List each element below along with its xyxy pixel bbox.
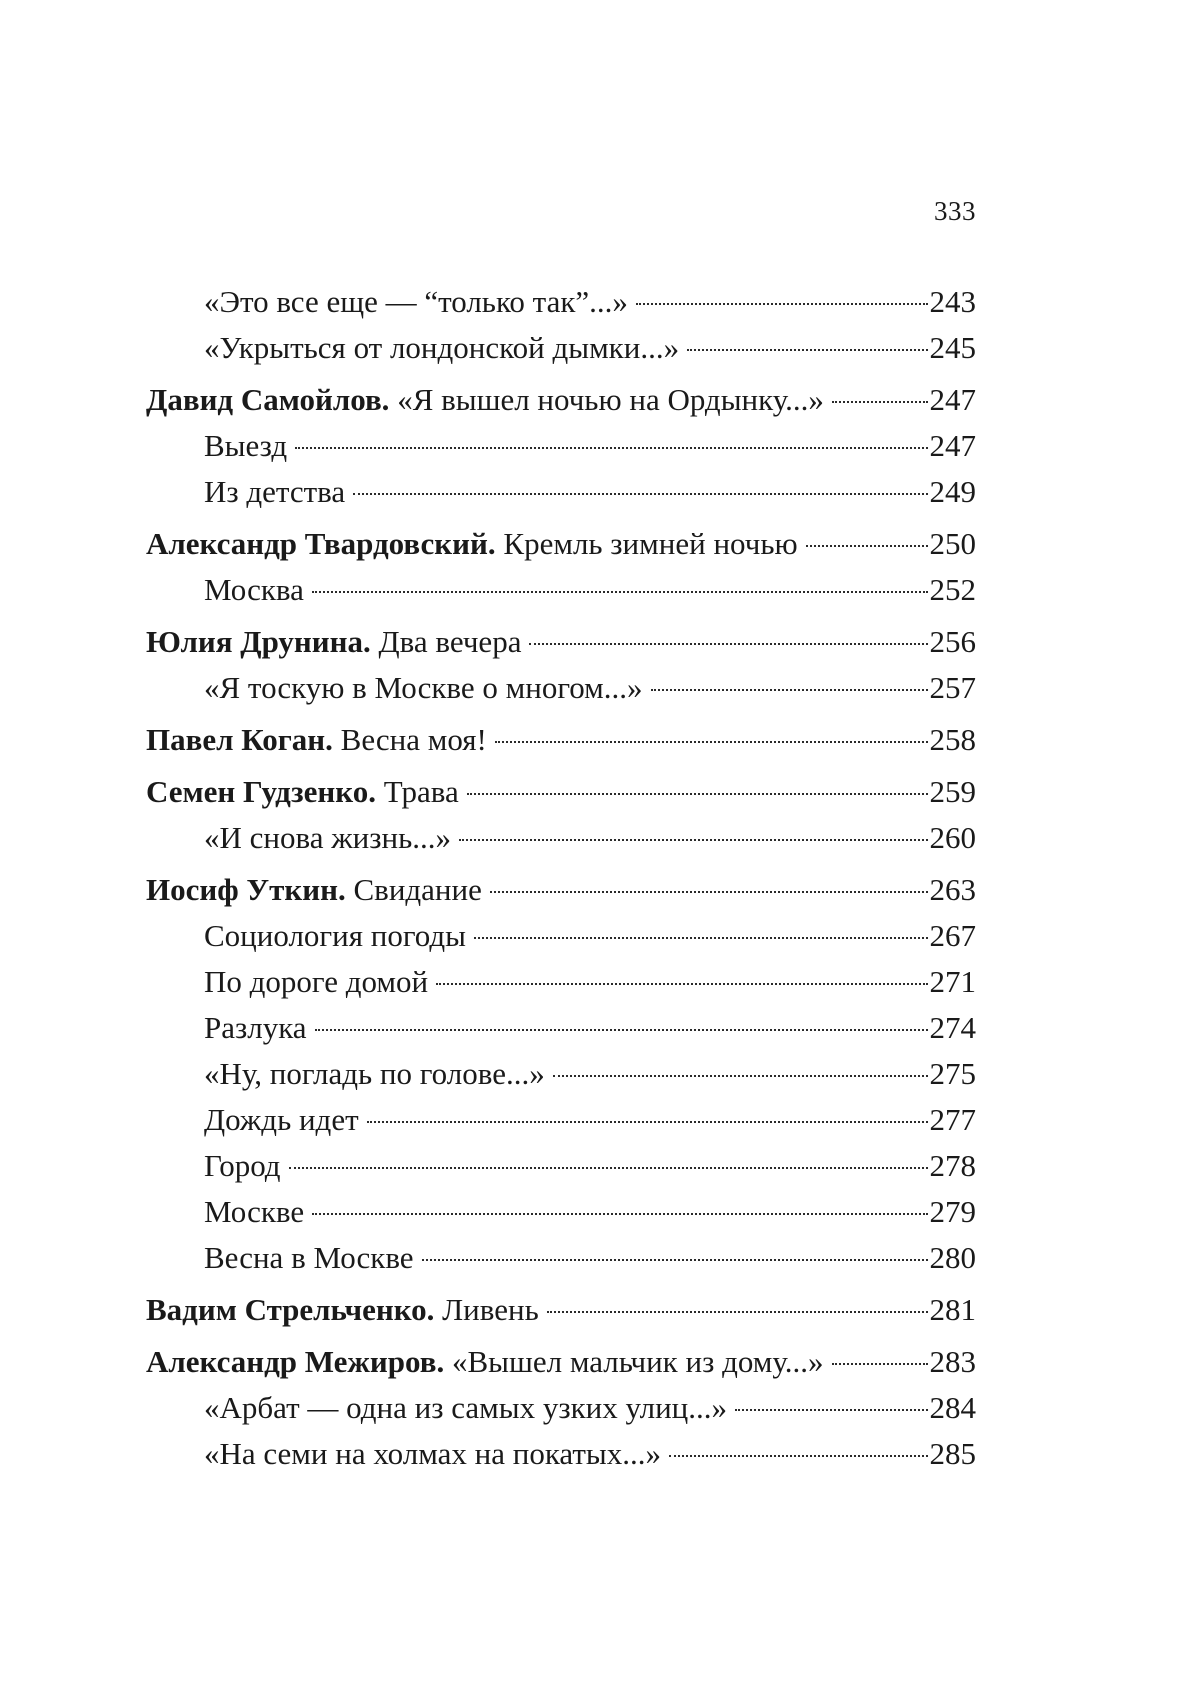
toc-title: Из детства: [204, 474, 346, 509]
toc-entry-text: [204, 1242, 414, 1273]
toc-page-ref: 281: [929, 1292, 976, 1327]
toc-entry[interactable]: [146, 1058, 976, 1104]
toc-entry-text: [204, 574, 304, 605]
dot-leader: [490, 891, 928, 893]
toc-page-ref: 284: [929, 1390, 976, 1425]
dot-leader: [687, 349, 927, 351]
toc-entry-text: [204, 1104, 359, 1135]
toc-page-ref: 280: [929, 1240, 976, 1275]
toc-entry[interactable]: [146, 920, 976, 966]
toc-title: Москва: [204, 572, 304, 607]
dot-leader: [315, 1029, 928, 1031]
toc-page-ref: 271: [929, 964, 976, 999]
toc-entry[interactable]: [146, 1242, 976, 1288]
dot-leader: [422, 1259, 928, 1261]
toc-title: Ливень: [442, 1292, 539, 1327]
toc-author: Иосиф Уткин.: [146, 872, 346, 907]
toc-entry-text: [204, 1196, 304, 1227]
toc-entry[interactable]: [146, 822, 976, 868]
dot-leader: [832, 1363, 928, 1365]
toc-entry-text: [146, 1294, 539, 1325]
dot-leader: [312, 1213, 927, 1215]
toc-title: Весна моя!: [340, 722, 487, 757]
toc-page-ref: 247: [929, 428, 976, 463]
toc-page-ref: 256: [929, 624, 976, 659]
toc-page-ref: 274: [929, 1010, 976, 1045]
dot-leader: [529, 643, 927, 645]
toc-entry[interactable]: [146, 332, 976, 378]
dot-leader: [312, 591, 928, 593]
toc-title: «Я тоскую в Москве о многом...»: [204, 670, 643, 705]
toc-entry[interactable]: [146, 724, 976, 770]
toc-page-ref: 275: [929, 1056, 976, 1091]
toc-page-ref: 250: [929, 526, 976, 561]
toc-page-ref: 245: [929, 330, 976, 365]
toc-entry-text: [146, 626, 521, 657]
dot-leader: [295, 447, 927, 449]
toc-entry-text: [204, 476, 345, 507]
toc-title: Трава: [383, 774, 459, 809]
toc-title: «Ну, погладь по голове...»: [204, 1056, 545, 1091]
toc-entry[interactable]: [146, 626, 976, 672]
dot-leader: [495, 741, 928, 743]
toc-entry[interactable]: [146, 1438, 976, 1484]
toc-title: Свидание: [353, 872, 482, 907]
toc-entry[interactable]: [146, 1150, 976, 1196]
toc-page-ref: 249: [929, 474, 976, 509]
toc-author: Вадим Стрельченко.: [146, 1292, 435, 1327]
toc-title: Город: [204, 1148, 281, 1183]
toc-entry-text: [204, 332, 679, 363]
toc-page-ref: 278: [929, 1148, 976, 1183]
toc-author: Семен Гудзенко.: [146, 774, 376, 809]
toc-entry[interactable]: [146, 1104, 976, 1150]
dot-leader: [553, 1075, 928, 1077]
dot-leader: [806, 545, 928, 547]
toc-entry[interactable]: [146, 1346, 976, 1392]
toc-title: Кремль зимней ночью: [503, 526, 798, 561]
toc-page-ref: 263: [929, 872, 976, 907]
toc-entry-text: [204, 966, 428, 997]
toc-title: «Вышел мальчик из дому...»: [451, 1344, 824, 1379]
toc-entry[interactable]: [146, 476, 976, 522]
toc-entry-text: [204, 1012, 307, 1043]
dot-leader: [651, 689, 928, 691]
toc-page-ref: 279: [929, 1194, 976, 1229]
toc-entry[interactable]: [146, 1392, 976, 1438]
dot-leader: [367, 1121, 928, 1123]
dot-leader: [467, 793, 928, 795]
toc-author: Юлия Друнина.: [146, 624, 371, 659]
toc-page-ref: 259: [929, 774, 976, 809]
toc-entry-text: [204, 1150, 281, 1181]
dot-leader: [669, 1455, 927, 1457]
toc-entry[interactable]: [146, 286, 976, 332]
toc-page-ref: 243: [929, 284, 976, 319]
toc-entry-text: [146, 874, 482, 905]
toc-entry[interactable]: [146, 528, 976, 574]
toc-entry[interactable]: [146, 1294, 976, 1340]
toc-entry[interactable]: [146, 776, 976, 822]
toc-entry[interactable]: [146, 574, 976, 620]
toc-entry[interactable]: [146, 430, 976, 476]
toc-page-ref: 277: [929, 1102, 976, 1137]
toc-title: Два вечера: [378, 624, 522, 659]
toc-entry[interactable]: [146, 966, 976, 1012]
toc-entry-text: [204, 822, 451, 853]
toc-entry[interactable]: [146, 1196, 976, 1242]
dot-leader: [832, 401, 928, 403]
toc-title: Социология погоды: [204, 918, 466, 953]
toc-entry[interactable]: [146, 672, 976, 718]
dot-leader: [636, 303, 928, 305]
toc-page-ref: 283: [929, 1344, 976, 1379]
toc-entry-text: [204, 1438, 661, 1469]
toc-page-ref: 247: [929, 382, 976, 417]
toc-title: Дождь идет: [204, 1102, 359, 1137]
dot-leader: [353, 493, 927, 495]
dot-leader: [436, 983, 927, 985]
toc-entry-text: [204, 430, 287, 461]
toc-entry-text: [146, 384, 824, 415]
toc-entry-text: [146, 1346, 824, 1377]
toc-page-ref: 252: [929, 572, 976, 607]
toc-page-ref: 258: [929, 722, 976, 757]
toc-title: «Арбат — одна из самых узких улиц...»: [204, 1390, 728, 1425]
toc-page-ref: 285: [929, 1436, 976, 1471]
dot-leader: [474, 937, 928, 939]
toc-title: «Я вышел ночью на Ордынку...»: [397, 382, 824, 417]
toc-title: «И снова жизнь...»: [204, 820, 451, 855]
toc-author: Александр Межиров.: [146, 1344, 445, 1379]
dot-leader: [289, 1167, 928, 1169]
dot-leader: [459, 839, 928, 841]
toc-page-ref: 257: [929, 670, 976, 705]
page-number: 333: [934, 196, 976, 226]
toc-entry-text: [146, 528, 798, 559]
toc-entry[interactable]: [146, 384, 976, 430]
toc-page-ref: 267: [929, 918, 976, 953]
toc-entry-text: [146, 776, 459, 807]
toc-entry-text: [146, 724, 487, 755]
toc-title: «Укрыться от лондонской дымки...»: [204, 330, 680, 365]
toc-entry[interactable]: [146, 1012, 976, 1058]
toc-title: «На семи на холмах на покатых...»: [204, 1436, 662, 1471]
toc-entry-text: [204, 1392, 727, 1423]
toc-entry-text: [204, 1058, 545, 1089]
toc-author: Александр Твардовский.: [146, 526, 496, 561]
toc-title: «Это все еще — “только так”...»: [204, 284, 628, 319]
toc-title: Москве: [204, 1194, 305, 1229]
toc-entry-text: [204, 672, 643, 703]
toc-author: Павел Коган.: [146, 722, 333, 757]
toc-entry-text: [204, 920, 466, 951]
toc-title: Весна в Москве: [204, 1240, 414, 1275]
dot-leader: [547, 1311, 928, 1313]
toc-entry-text: [204, 286, 628, 317]
toc-author: Давид Самойлов.: [146, 382, 390, 417]
toc-title: По дороге домой: [204, 964, 429, 999]
toc-title: Разлука: [204, 1010, 307, 1045]
toc-entry[interactable]: [146, 874, 976, 920]
table-of-contents: [146, 286, 976, 1484]
toc-title: Выезд: [204, 428, 288, 463]
toc-page-ref: 260: [929, 820, 976, 855]
dot-leader: [735, 1409, 927, 1411]
